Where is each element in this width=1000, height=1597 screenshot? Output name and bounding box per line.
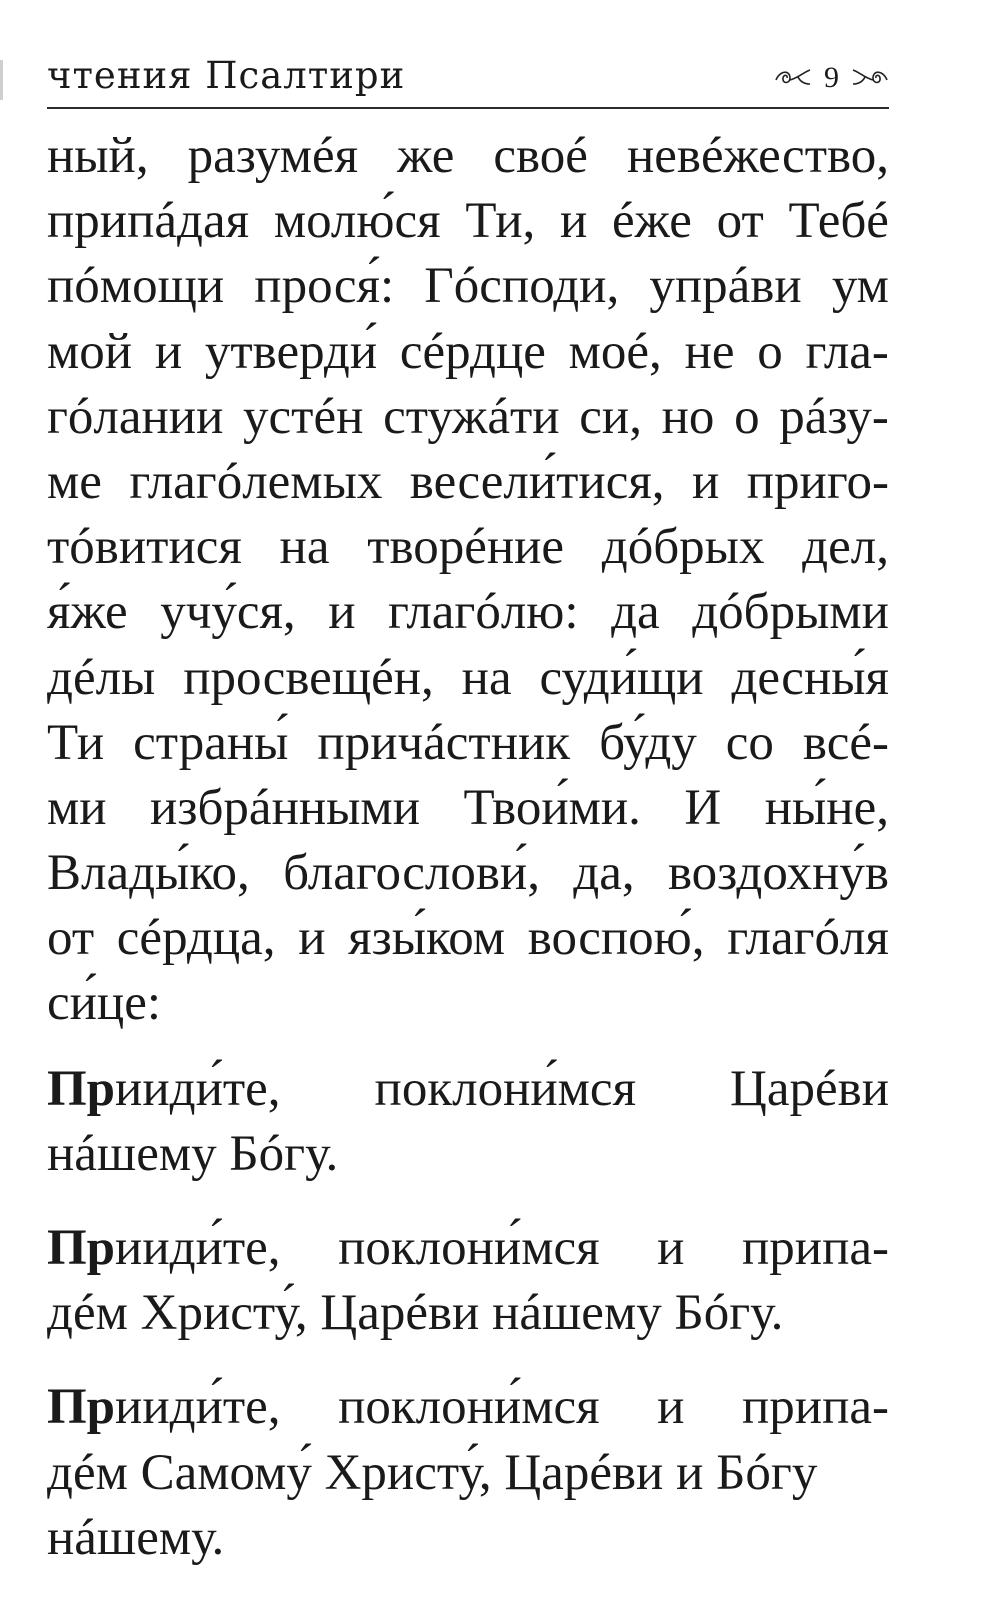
text-line	[47, 841, 889, 906]
folio	[774, 60, 889, 96]
word: бу́ду	[599, 714, 697, 771]
running-head	[47, 52, 889, 104]
word: я́же	[47, 584, 128, 641]
invocation-initial: Прииди́те,	[47, 1379, 281, 1436]
text-line: дéм Христу́, Царéви нáшему Бóгу.	[47, 1285, 784, 1342]
body-text	[47, 124, 889, 1571]
word: пóмощи	[47, 258, 225, 315]
word: от	[716, 193, 764, 250]
word: воздохну́в	[667, 845, 889, 902]
word: и	[560, 193, 588, 250]
text-line: си́це:	[47, 975, 162, 1032]
word: молю́ся	[273, 193, 441, 250]
word: ум	[831, 258, 889, 315]
word: своé	[493, 128, 588, 184]
word: но	[661, 388, 715, 445]
prayer-paragraph	[47, 124, 889, 1037]
text-line	[47, 646, 889, 711]
word: Царéви	[730, 1060, 889, 1117]
word: мой	[47, 323, 133, 380]
word: Тебé	[788, 193, 889, 250]
word: ме	[47, 453, 102, 510]
word: сéрдце	[399, 323, 546, 380]
text-line	[47, 776, 889, 841]
word: на	[279, 519, 330, 576]
text-line	[47, 515, 889, 580]
word: от	[47, 910, 95, 967]
vine-scroll-right-ornament-icon	[849, 66, 889, 90]
word: воспою́,	[527, 910, 705, 967]
invocation-initial: Прииди́те,	[47, 1220, 281, 1276]
word: глагóля	[727, 910, 889, 967]
word: страны́	[133, 714, 289, 771]
word: десны́я	[731, 649, 889, 706]
word: дел,	[802, 519, 889, 576]
invocation-initial: Прииди́те,	[47, 1060, 281, 1117]
word: глагóлю:	[388, 584, 579, 641]
word: Влады́ко,	[47, 845, 250, 902]
word: о	[757, 323, 783, 380]
text-line	[47, 1216, 889, 1281]
word: гóлании	[47, 388, 224, 445]
word: дóбрых	[601, 519, 765, 576]
word: припáдая	[47, 193, 250, 250]
text-line: нáшему Бóгу.	[47, 1125, 339, 1182]
text-line: дéм Самому́ Христу́, Царéви и Бóгу	[47, 1444, 818, 1501]
word: и	[657, 1220, 685, 1276]
word: избрáнными	[150, 779, 420, 836]
word: весели́тися,	[409, 453, 665, 510]
word: да	[611, 584, 660, 641]
text-line	[47, 124, 889, 189]
word: и	[298, 910, 326, 967]
text-line	[47, 189, 889, 254]
word: и	[692, 453, 720, 510]
word: и	[154, 323, 183, 380]
word: язы́ком	[348, 910, 506, 967]
word: упрáви	[649, 258, 802, 315]
word: сéрдца,	[116, 910, 276, 967]
text-line	[47, 906, 889, 971]
word: благослови́,	[283, 845, 540, 902]
word: тóвитися	[47, 519, 242, 576]
word: утверди́	[204, 323, 378, 380]
word: причáстник	[317, 714, 571, 771]
word: Ти,	[465, 193, 536, 250]
word: на	[461, 649, 512, 706]
word: поклони́мся	[338, 1220, 600, 1276]
text-line	[47, 254, 889, 319]
word: прося́:	[254, 258, 395, 315]
text-line	[47, 1375, 889, 1440]
word: и	[328, 584, 356, 641]
word: о	[734, 388, 760, 445]
page-number: 9	[824, 61, 839, 94]
text-line: нáшему.	[47, 1509, 225, 1566]
header-rule	[47, 107, 889, 109]
running-title: чтения Псалтири	[47, 54, 406, 97]
page-edge-shadow	[0, 60, 3, 100]
text-line	[47, 320, 889, 385]
word: творéние	[367, 519, 565, 576]
word: дóбрыми	[692, 584, 889, 641]
word: си,	[579, 388, 642, 445]
text-line	[47, 580, 889, 645]
word: невéжество,	[626, 128, 889, 184]
word: припа-	[741, 1379, 889, 1436]
text-line	[47, 1057, 889, 1122]
word: дéлы	[47, 649, 156, 706]
word: поклони́мся	[338, 1379, 600, 1436]
word: Гóсподи,	[424, 258, 620, 315]
text-line	[47, 385, 889, 450]
word: приго-	[746, 453, 889, 510]
vine-scroll-left-ornament-icon	[774, 66, 814, 90]
word: И	[684, 779, 722, 836]
word: припа-	[741, 1220, 889, 1276]
word: разумéя	[187, 128, 359, 184]
word: Ти	[47, 714, 105, 771]
word: стужáти	[383, 388, 560, 445]
word: поклони́мся	[374, 1060, 637, 1117]
word: устéн	[243, 388, 364, 445]
word: гла-	[805, 323, 889, 380]
word: суди́щи	[539, 649, 704, 706]
word: просвещéн,	[183, 649, 434, 706]
text-line	[47, 450, 889, 515]
word: не	[684, 323, 735, 380]
word: со	[725, 714, 774, 771]
word: учу́ся,	[160, 584, 296, 641]
word: и	[657, 1379, 685, 1436]
word: ный,	[47, 128, 149, 184]
invocation-paragraph	[47, 1375, 889, 1571]
word: всé-	[802, 714, 889, 771]
invocation-list	[47, 1057, 889, 1571]
invocation-paragraph	[47, 1216, 889, 1346]
word: моé,	[568, 323, 662, 380]
word: да,	[573, 845, 635, 902]
word: рáзу-	[779, 388, 889, 445]
word: глагóлемых	[129, 453, 383, 510]
word: ны́не,	[764, 779, 889, 836]
text-line	[47, 711, 889, 776]
word: же	[397, 128, 455, 184]
word: Твои́ми.	[463, 779, 641, 836]
invocation-paragraph	[47, 1057, 889, 1187]
word: éже	[612, 193, 692, 250]
word: ми	[47, 779, 107, 836]
